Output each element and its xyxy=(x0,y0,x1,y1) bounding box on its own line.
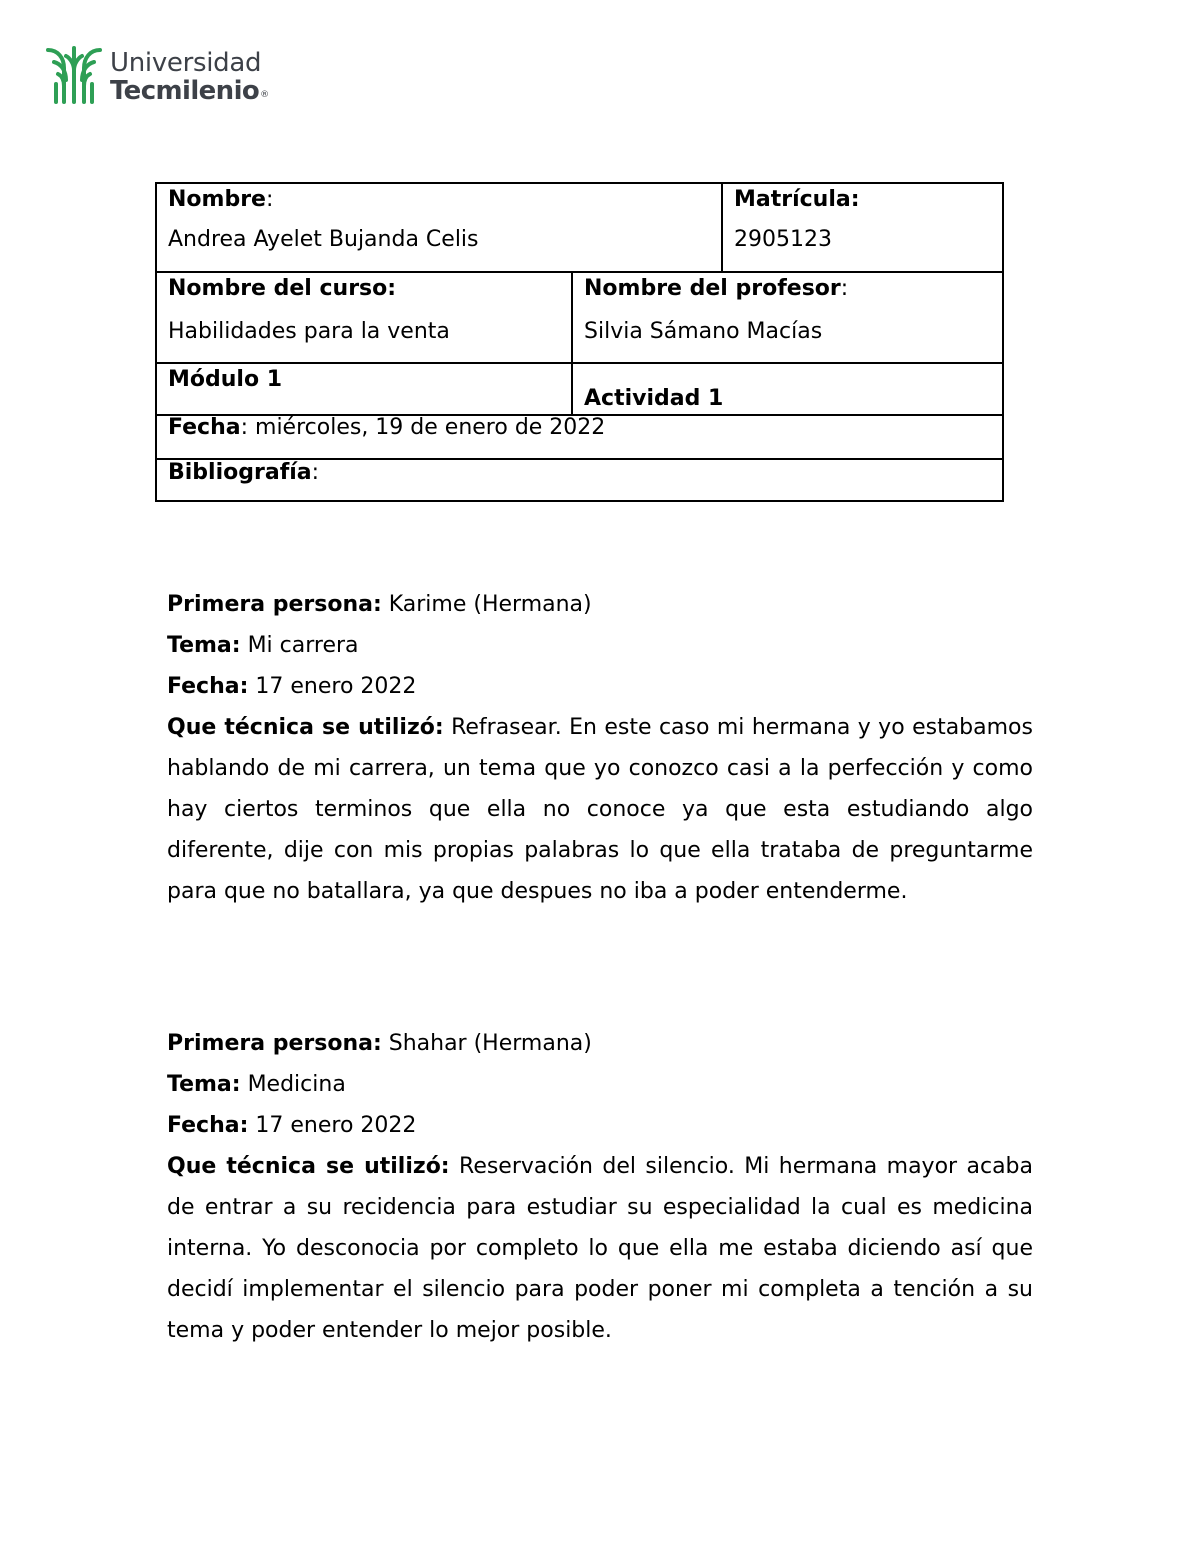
profesor-value: Silvia Sámano Macías xyxy=(584,319,823,344)
persona-line: Primera persona: Shahar (Hermana) xyxy=(167,1031,592,1056)
persona-line: Primera persona: Karime (Hermana) xyxy=(167,592,592,617)
fecha-line: Fecha: 17 enero 2022 xyxy=(167,1113,417,1138)
info-row-fecha xyxy=(157,416,1002,460)
logo-text-tecmilenio: Tecmilenio® xyxy=(110,76,269,106)
fecha-label: Fecha: miércoles, 19 de enero de 2022 xyxy=(168,415,606,440)
actividad-label: Actividad 1 xyxy=(584,386,724,411)
cell-nombre xyxy=(157,184,723,271)
interview-section xyxy=(167,1023,1033,1351)
info-row-modulo xyxy=(157,364,1002,416)
nombre-value: Andrea Ayelet Bujanda Celis xyxy=(168,227,479,252)
curso-value: Habilidades para la venta xyxy=(168,319,450,344)
tecnica-paragraph: Que técnica se utilizó: Reservación del silencio. Mi hermana mayor acaba de entrar a su recidencia para estudiar su especialidad la cual es medicina interna. Yo desconocia por completo lo que ella me estaba diciendo así que decidí implementar el silencio para poder poner mi completa a tención a su tema y poder entender lo mejor posible. xyxy=(167,1154,1033,1343)
cell-profesor xyxy=(573,273,1002,362)
matricula-value: 2905123 xyxy=(734,227,832,252)
info-row-curso xyxy=(157,273,1002,364)
student-info-table xyxy=(155,182,1004,502)
cell-matricula xyxy=(723,184,1002,271)
cell-curso xyxy=(157,273,573,362)
profesor-label: Nombre del profesor: xyxy=(584,276,849,301)
logo-text-universidad: Universidad xyxy=(110,48,262,78)
tecmilenio-logo-icon xyxy=(44,44,104,106)
modulo-label: Módulo 1 xyxy=(168,367,283,392)
tecnica-paragraph: Que técnica se utilizó: Refrasear. En este caso mi hermana y yo estabamos hablando de mi carrera, un tema que yo conozco casi a la perfección y como hay ciertos terminos que ella no conoce ya que esta estudiando algo diferente, dije con mis propias palabras lo que ella trataba de preguntarme para que no batallara, ya que despues no iba a poder entenderme. xyxy=(167,715,1033,904)
info-row-nombre xyxy=(157,184,1002,273)
nombre-label: Nombre: xyxy=(168,187,274,212)
tema-line: Tema: Mi carrera xyxy=(167,633,359,658)
registered-mark: ® xyxy=(260,90,269,100)
curso-label: Nombre del curso: xyxy=(168,276,397,301)
bibliografia-label: Bibliografía: xyxy=(168,460,320,485)
cell-modulo xyxy=(157,364,573,414)
info-row-bibliografia xyxy=(157,460,1002,500)
interview-section xyxy=(167,584,1033,912)
matricula-label: Matrícula: xyxy=(734,187,860,212)
cell-bibliografia xyxy=(157,460,1002,500)
fecha-value: : miércoles, 19 de enero de 2022 xyxy=(240,415,606,440)
university-logo xyxy=(44,44,274,108)
cell-actividad xyxy=(573,364,1002,414)
cell-fecha xyxy=(157,416,1002,458)
tema-line: Tema: Medicina xyxy=(167,1072,346,1097)
fecha-line: Fecha: 17 enero 2022 xyxy=(167,674,417,699)
